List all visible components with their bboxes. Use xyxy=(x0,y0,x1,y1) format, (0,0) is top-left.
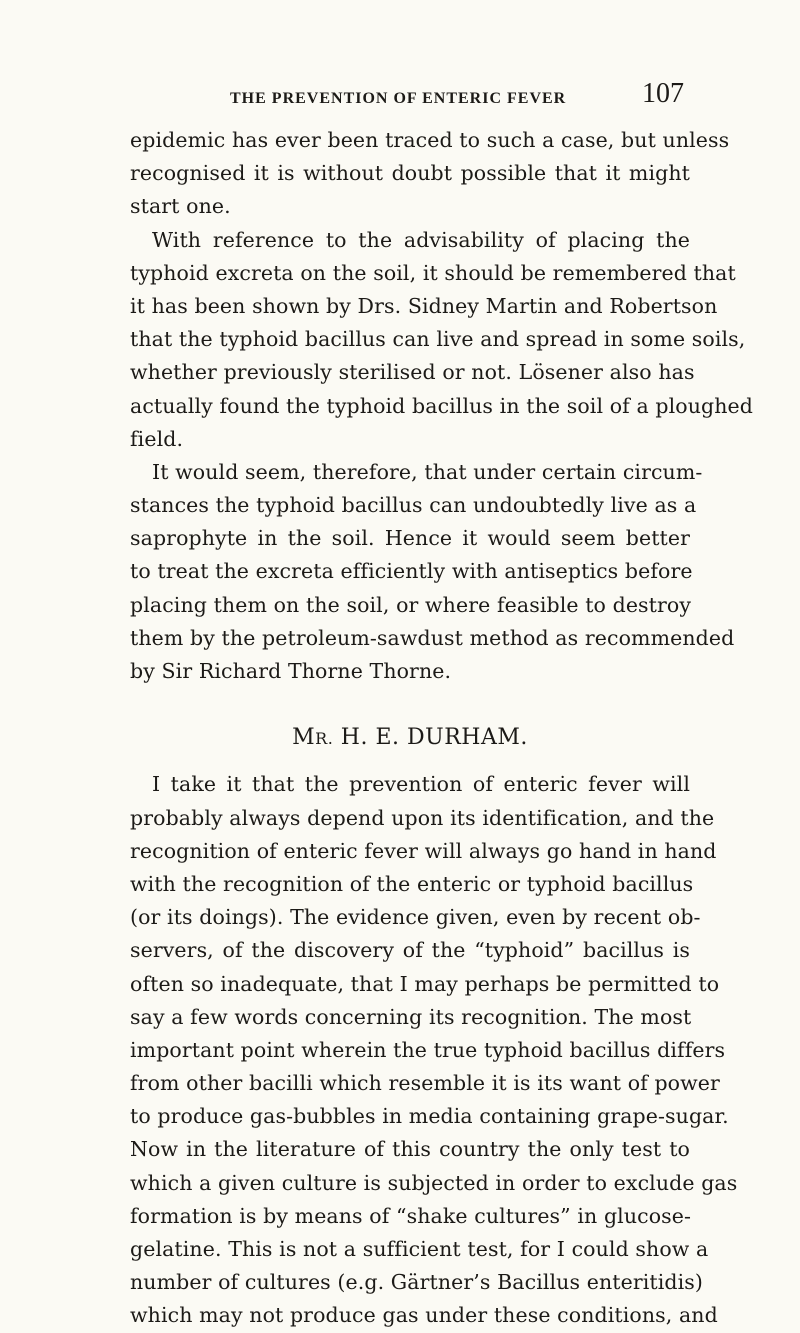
text-line: field. xyxy=(130,426,184,451)
text-line: I take it that the prevention of enteric fever will xyxy=(152,772,690,797)
section-heading xyxy=(130,721,690,754)
text-line: whether previously sterilised or not. Lösener also has xyxy=(130,360,695,385)
text-line: With reference to the advisability of placing the xyxy=(152,227,690,252)
text-line: which a given culture is subjected in order to exclude gas xyxy=(130,1170,738,1195)
text-line: by Sir Richard Thorne Thorne. xyxy=(130,659,452,683)
paragraph xyxy=(130,224,754,456)
text-line: recognition of enteric fever will always go hand in hand xyxy=(130,838,717,863)
paragraph xyxy=(130,456,735,688)
heading-initial: M xyxy=(292,725,316,751)
text-line: actually found the typhoid bacillus in the soil of a ploughed xyxy=(130,393,754,418)
text-line: with the recognition of the enteric or typhoid bacillus xyxy=(130,871,694,896)
text-line: typhoid excreta on the soil, it should be remembered that xyxy=(130,260,736,285)
text-line: from other bacilli which resemble it is its want of power xyxy=(130,1071,720,1096)
text-line: epidemic has ever been traced to such a case, but unless xyxy=(130,128,730,152)
body-text xyxy=(130,124,754,1333)
text-line: number of cultures (e.g. Gärtner’s Bacillus enteritidis) xyxy=(130,1270,703,1295)
text-line: gelatine. This is not a sufficient test, for I could show a xyxy=(130,1237,709,1261)
text-line: saprophyte in the soil. Hence it would seem better xyxy=(130,526,690,551)
text-line: start one. xyxy=(130,194,231,219)
heading-name: H. E. DURHAM. xyxy=(340,725,528,751)
paragraph xyxy=(130,768,738,1332)
page-number: 107 xyxy=(642,78,684,109)
text-line: (or its doings). The evidence given, even by recent ob- xyxy=(130,905,701,930)
text-line: stances the typhoid bacillus can undoubtedly live as a xyxy=(130,493,697,518)
text-line: probably always depend upon its identification, and the xyxy=(130,805,715,830)
paragraph xyxy=(130,124,730,224)
text-line: It would seem, therefore, that under certain circum- xyxy=(152,459,703,484)
text-line: placing them on the soil, or where feasible to destroy xyxy=(130,592,692,617)
text-line: them by the petroleum-sawdust method as recommended xyxy=(130,625,735,650)
text-line: which may not produce gas under these conditions, and xyxy=(130,1303,718,1328)
text-line: to produce gas-bubbles in media containing grape-sugar. xyxy=(130,1104,729,1129)
text-line: often so inadequate, that I may perhaps be permitted to xyxy=(130,971,720,996)
text-line: formation is by means of “shake cultures” in glucose- xyxy=(130,1203,692,1228)
text-line: that the typhoid bacillus can live and spread in some soils, xyxy=(130,327,746,352)
text-line: servers, of the discovery of the “typhoid” bacillus is xyxy=(130,938,690,963)
text-line: it has been shown by Drs. Sidney Martin and Robertson xyxy=(130,293,718,318)
running-title: THE PREVENTION OF ENTERIC FEVER xyxy=(230,90,567,107)
text-line: say a few words concerning its recognition. The most xyxy=(130,1004,692,1029)
text-line: important point wherein the true typhoid bacillus differs xyxy=(130,1037,726,1062)
heading-smallcaps: R. xyxy=(315,729,334,749)
running-head xyxy=(130,78,690,118)
text-line: Now in the literature of this country the only test to xyxy=(130,1137,690,1162)
text-line: recognised it is without doubt possible that it might xyxy=(130,161,690,186)
text-line: to treat the excreta efficiently with antiseptics before xyxy=(130,559,693,584)
